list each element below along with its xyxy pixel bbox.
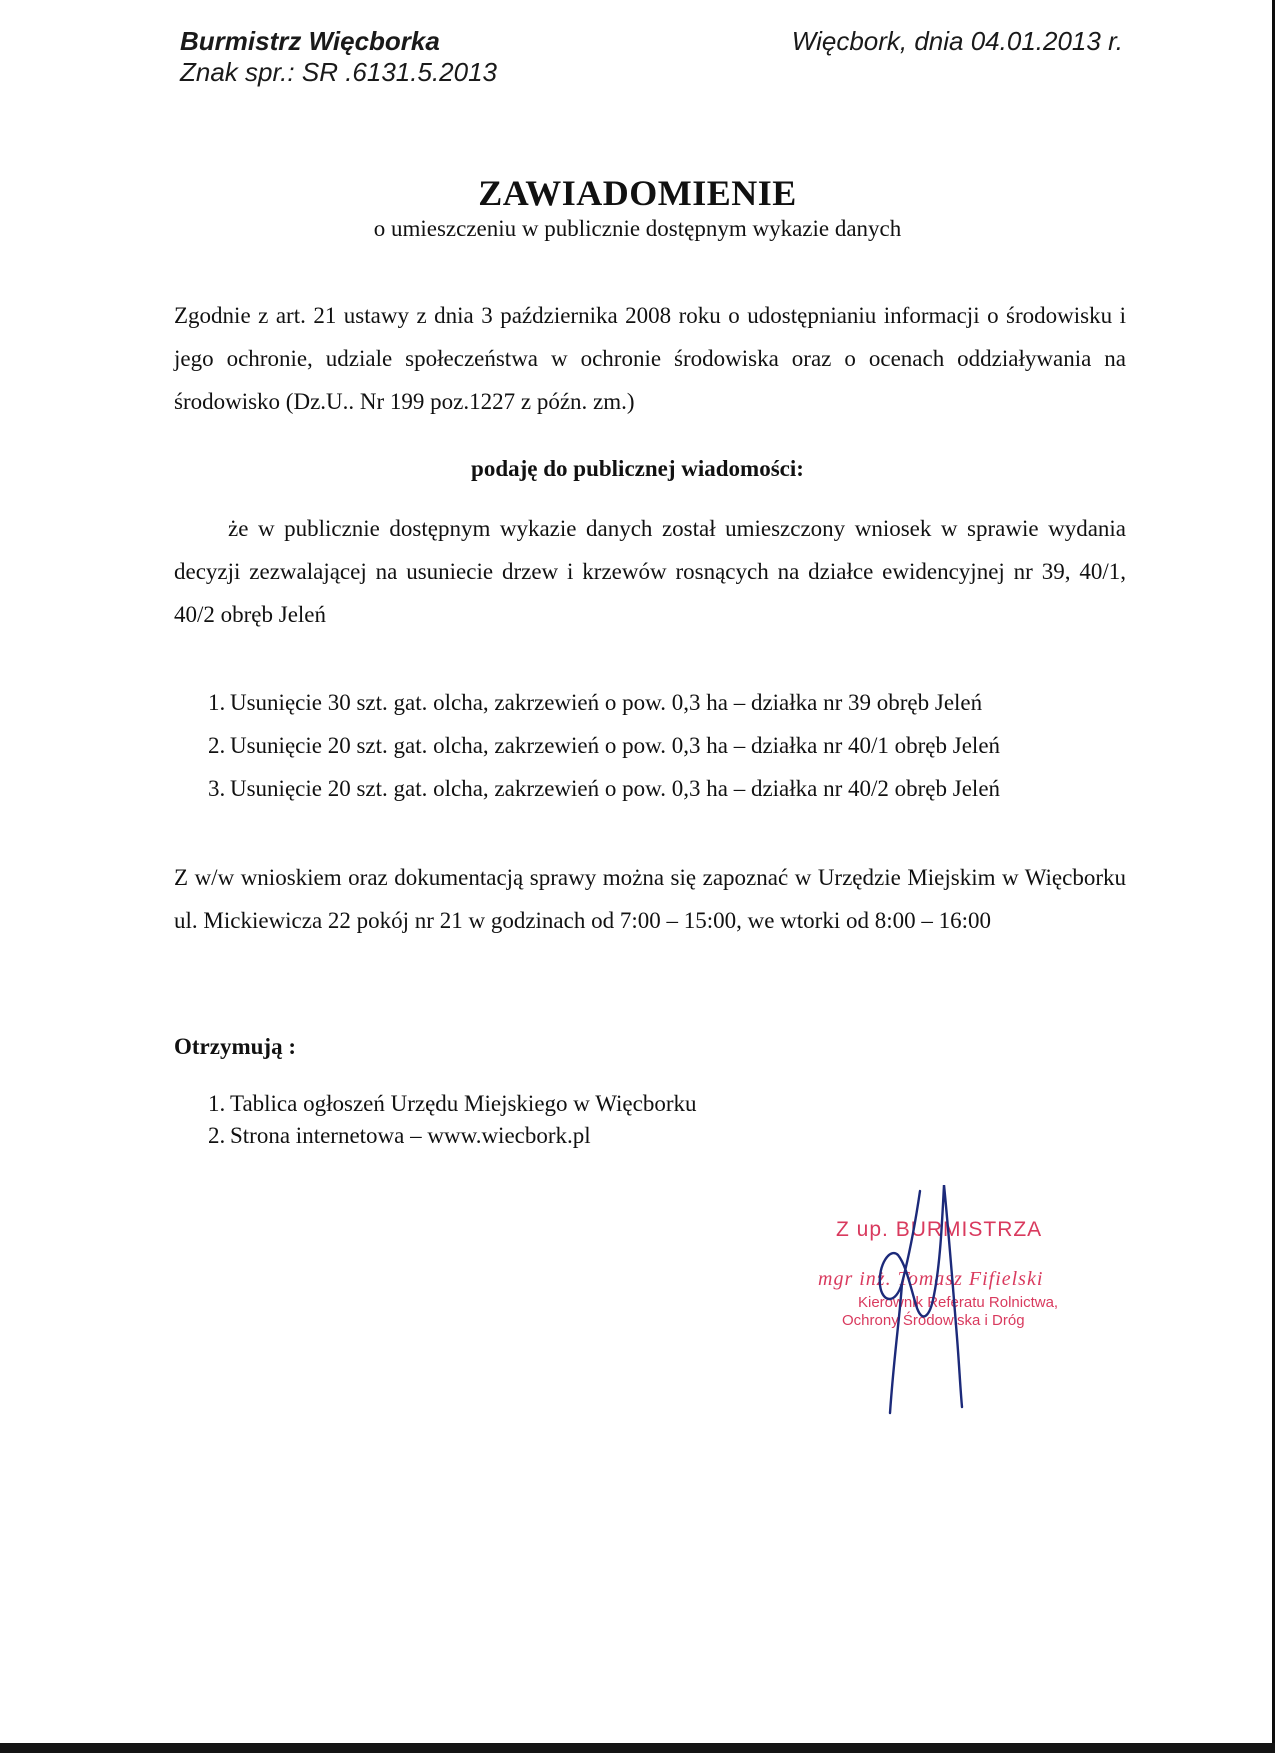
document-title: ZAWIADOMIENIE — [478, 173, 797, 213]
issuing-authority: Burmistrz Więcborka — [180, 26, 440, 56]
list-item — [208, 1088, 696, 1120]
scan-edge-bottom — [0, 1743, 1275, 1753]
announcement-line: podaję do publicznej wiadomości: — [471, 456, 804, 481]
information-paragraph: że w publicznie dostępnym wykazie danych został umieszczony wniosek w sprawie wydania decyzji zezwalającej na usuniecie drzew i krzewów rosnących na działce ewidencyjnej nr 39, 40/1, 40/2 obręb Jeleń — [174, 516, 1126, 627]
handwritten-signature — [860, 1185, 1040, 1415]
stamp-name: mgr inż. Tomasz Fifielski — [818, 1268, 1044, 1290]
list-item — [208, 767, 1000, 810]
list-item-number: 3. — [208, 776, 226, 801]
recipients-heading: Otrzymują : — [174, 1034, 296, 1059]
recipients-list — [208, 1088, 696, 1152]
stamp-role-line-2: Ochrony Środowiska i Dróg — [842, 1312, 1025, 1329]
document-subtitle: o umieszczeniu w publicznie dostępnym wykazie danych — [373, 216, 902, 241]
list-item-number: 1. — [208, 690, 226, 715]
list-item-text: Usunięcie 20 szt. gat. olcha, zakrzewień o pow. 0,3 ha – działka nr 40/1 obręb Jeleń — [230, 733, 1001, 758]
documentation-paragraph: Z w/w wnioskiem oraz dokumentacją sprawy można się zapoznać w Urzędzie Miejskim w Więcborku ul. Mickiewicza 22 pokój nr 21 w godzinach od 7:00 – 15:00, we wtorki od 8:00 – 16:00 — [174, 865, 1126, 933]
list-item-number: 2. — [208, 1123, 226, 1148]
list-item-text: Usunięcie 30 szt. gat. olcha, zakrzewień o pow. 0,3 ha – działka nr 39 obręb Jeleń — [230, 690, 983, 715]
removal-list — [208, 681, 1000, 810]
stamp-role-line-1: Kierownik Referatu Rolnictwa, — [858, 1294, 1059, 1311]
signature-stroke — [880, 1185, 962, 1413]
place-and-date: Więcbork, dnia 04.01.2013 r. — [791, 26, 1123, 56]
list-item-number: 2. — [208, 733, 226, 758]
list-item — [208, 1120, 696, 1152]
list-item-text: Usunięcie 20 szt. gat. olcha, zakrzewień o pow. 0,3 ha – działka nr 40/2 obręb Jeleń — [230, 776, 1001, 801]
list-item-text: Tablica ogłoszeń Urzędu Miejskiego w Więcborku — [230, 1091, 697, 1116]
case-reference: Znak spr.: SR .6131.5.2013 — [180, 57, 498, 87]
list-item-text: Strona internetowa – www.wiecbork.pl — [230, 1123, 591, 1148]
list-item — [208, 724, 1000, 767]
stamp-heading: Z up. BURMISTRZA — [836, 1218, 1043, 1241]
list-item-number: 1. — [208, 1091, 226, 1116]
legal-basis-paragraph: Zgodnie z art. 21 ustawy z dnia 3 października 2008 roku o udostępnianiu informacji o środowisku i jego ochronie, udziale społeczeństwa w ochronie środowiska oraz o ocenach oddziaływania na środowisko (Dz.U.. Nr 199 poz.1227 z późn. zm.) — [174, 303, 1126, 414]
list-item — [208, 681, 1000, 724]
